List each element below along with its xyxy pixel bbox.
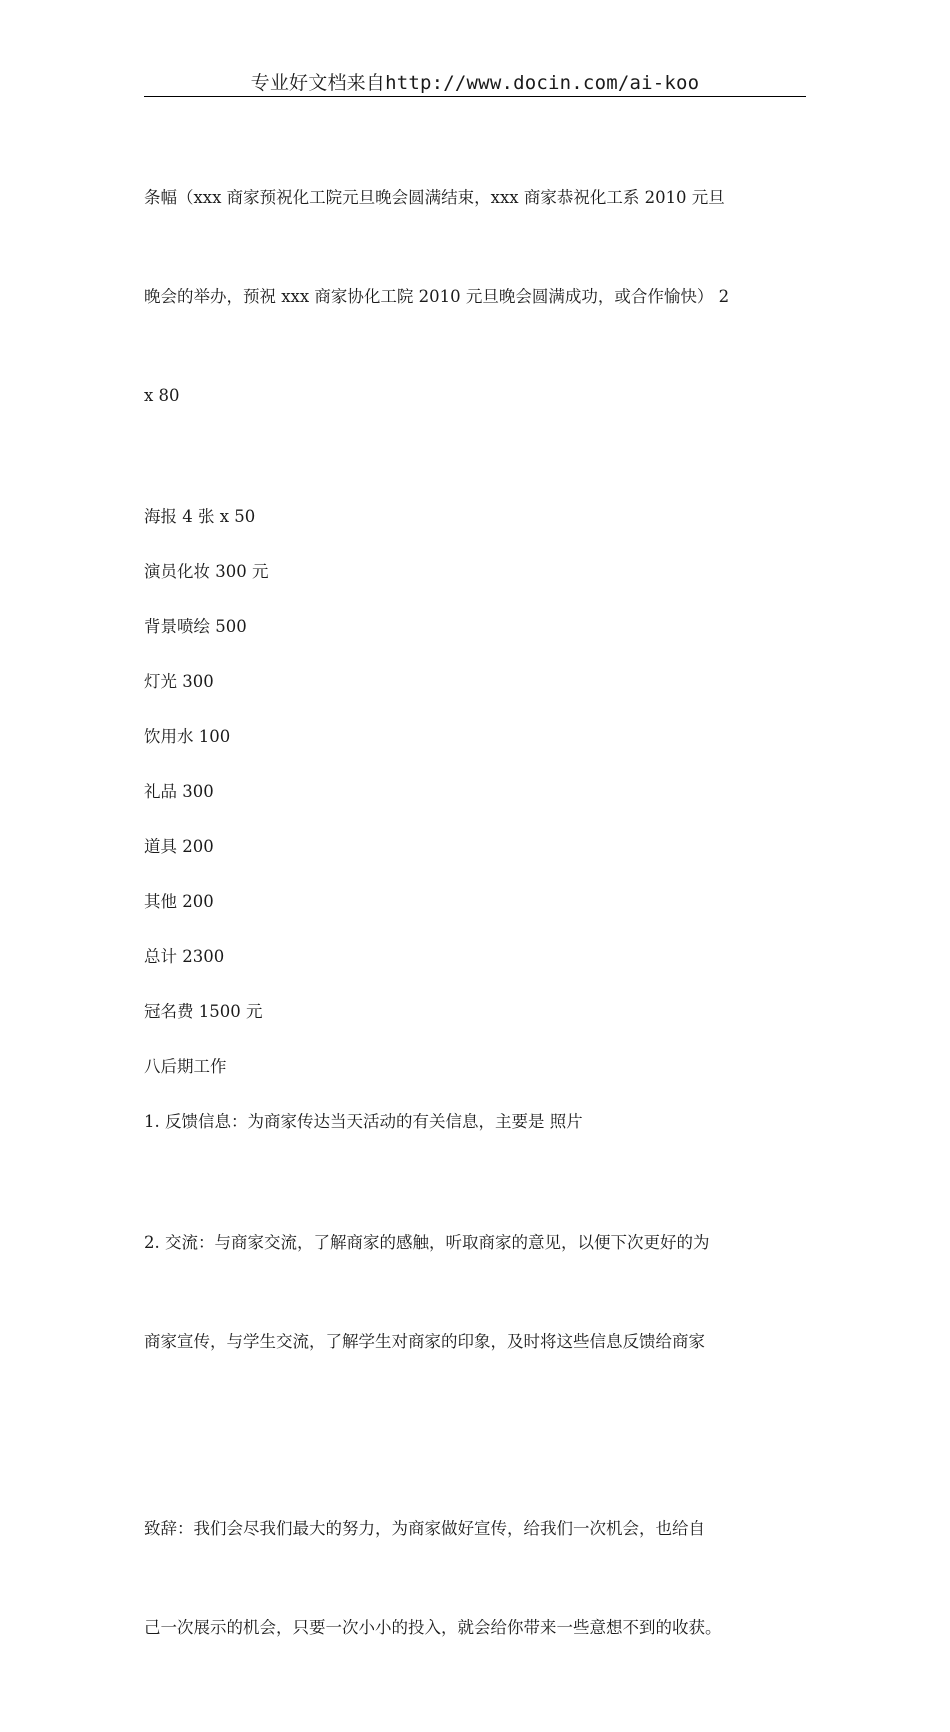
banner-line-1: 条幅（xxx 商家预祝化工院元旦晚会圆满结束，xxx 商家恭祝化工系 2010 元旦 — [144, 188, 725, 207]
banner-paragraph — [144, 115, 808, 478]
section-title: 八后期工作 — [144, 1057, 227, 1076]
budget-item-other: 其他 200 — [144, 892, 214, 911]
closing-line-2: 己一次展示的机会，只要一次小小的投入，就会给你带来一些意想不到的收获。 — [144, 1618, 722, 1637]
page-header — [144, 70, 806, 97]
budget-item-lighting: 灯光 300 — [144, 672, 214, 691]
budget-item-props: 道具 200 — [144, 837, 214, 856]
document-body — [144, 115, 808, 1732]
budget-item-gifts: 礼品 300 — [144, 782, 214, 801]
budget-item-water: 饮用水 100 — [144, 727, 231, 746]
budget-item-backdrop: 背景喷绘 500 — [144, 617, 247, 636]
banner-line-3: x 80 — [144, 386, 180, 405]
banner-line-2: 晚会的举办，预祝 xxx 商家协化工院 2010 元旦晚会圆满成功，或合作愉快） 2 — [144, 287, 730, 306]
budget-item-makeup: 演员化妆 300 元 — [144, 562, 269, 581]
budget-total: 总计 2300 — [144, 947, 225, 966]
followup-item-2-line-2: 商家宣传，与学生交流，了解学生对商家的印象，及时将这些信息反馈给商家 — [144, 1332, 705, 1351]
header-prefix: 专业好文档来自 — [250, 72, 386, 94]
followup-item-2 — [144, 1160, 808, 1424]
followup-item-1: 1. 反馈信息：为商家传达当天活动的有关信息，主要是 照片 — [144, 1112, 583, 1131]
budget-item-poster: 海报 4 张 x 50 — [144, 507, 256, 526]
followup-item-2-line-1: 2. 交流：与商家交流，了解商家的感触，听取商家的意见，以便下次更好的为 — [144, 1233, 710, 1252]
naming-fee: 冠名费 1500 元 — [144, 1002, 263, 1021]
closing-line-1: 致辞：我们会尽我们最大的努力，为商家做好宣传，给我们一次机会，也给自 — [144, 1519, 705, 1538]
header-url: http://www.docin.com/ai-koo — [385, 72, 700, 94]
closing-remarks — [144, 1446, 808, 1710]
